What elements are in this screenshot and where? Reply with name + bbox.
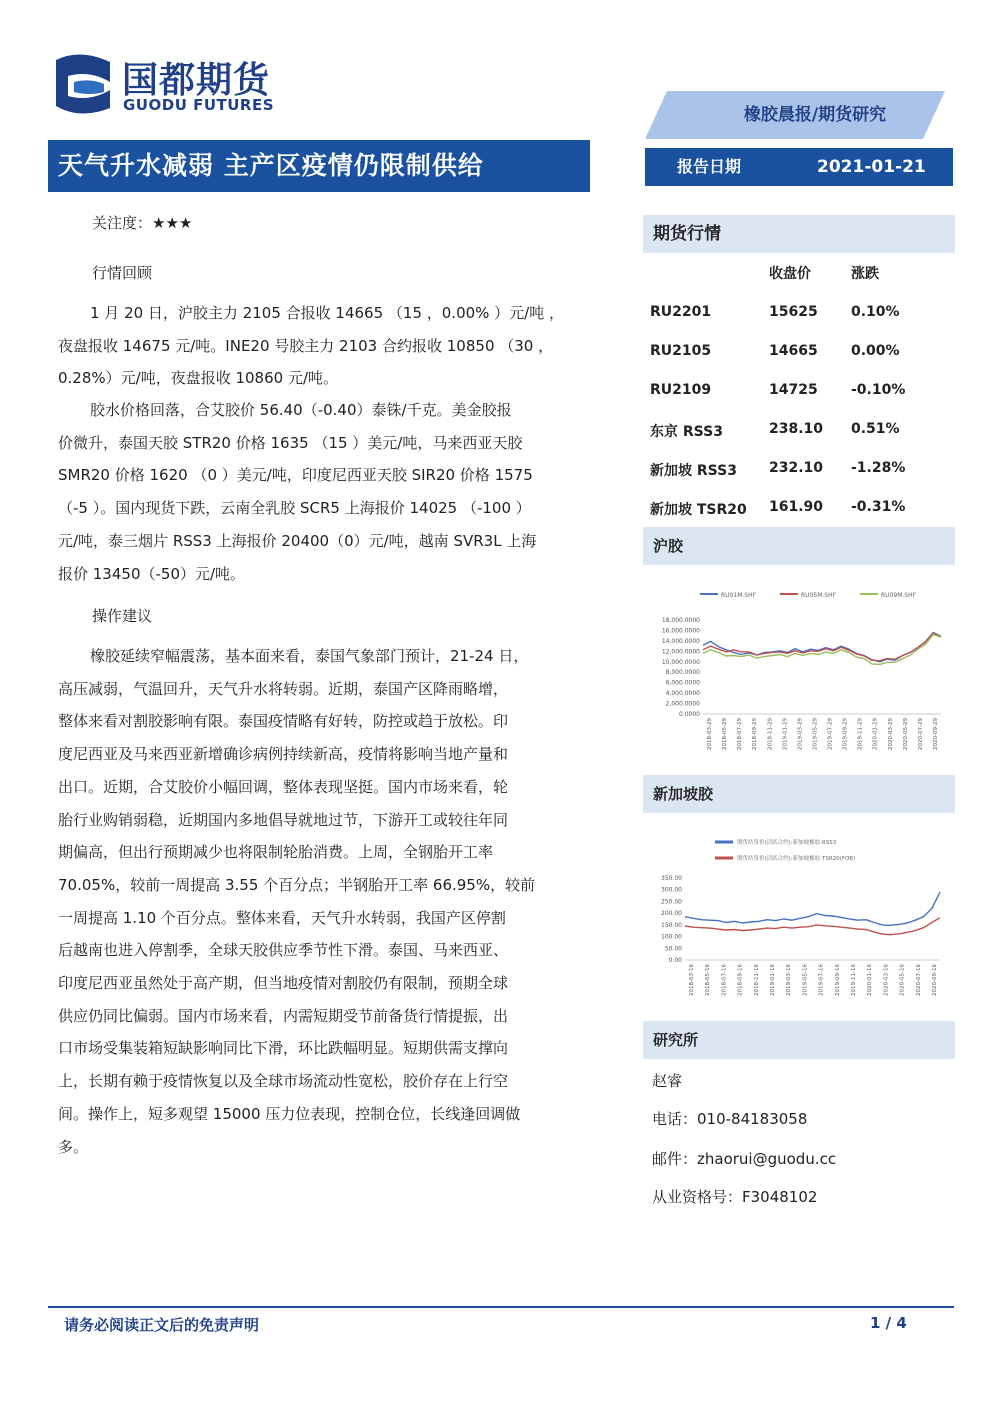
close-price: 14725 [769, 382, 818, 398]
section-heading-review: 行情回顾 [92, 264, 153, 282]
y-tick-label: 100.00 [661, 933, 682, 941]
x-tick-label: 2019-05-29 [812, 718, 819, 750]
close-price: 238.10 [769, 421, 824, 437]
col-change-header: 涨跌 [851, 266, 879, 282]
x-tick-label: 2018-07-16 [721, 964, 728, 996]
text-line: 70.05%，较前一周提高 3.55 个百分点；半钢胎开工率 66.95%，较前 [58, 875, 536, 894]
close-price: 15625 [769, 304, 818, 320]
y-tick-label: 250.00 [661, 898, 682, 906]
text-line: 夜盘报收 14675 元/吨。INE20 号胶主力 2103 合约报收 10850 （30 ， [58, 336, 554, 355]
text-line: 橡胶延续窄幅震荡，基本面来看，泰国气象部门预计，21-24 日， [90, 647, 529, 665]
x-tick-label: 2018-11-29 [767, 718, 774, 750]
x-tick-label: 2018-07-29 [737, 718, 744, 750]
chart1-panel-head: 沪胶 [643, 527, 955, 565]
x-tick-label: 2020-03-16 [883, 964, 890, 996]
y-tick-label: 0.0000 [679, 711, 700, 718]
footer-divider [48, 1306, 954, 1308]
text-line: 出口。近期，合艾胶价小幅回调，整体表现坚挺。国内市场来看，轮 [58, 777, 509, 796]
text-line: 1 月 20 日，沪胶主力 2105 合报收 14665 （15 ，0.00% ）元/吨 ， [90, 304, 564, 322]
section-heading-advice: 操作建议 [92, 607, 153, 625]
text-line: （-5 ）。国内现货下跌，云南全乳胶 SCR5 上海报价 14025 （-100 ） [58, 499, 531, 518]
y-tick-label: 6,000.0000 [665, 679, 700, 687]
change-pct: -0.10% [851, 382, 906, 398]
contract-name: 新加坡 RSS3 [650, 463, 737, 479]
x-tick-label: 2018-03-16 [689, 964, 695, 996]
x-tick-label: 2019-01-16 [770, 964, 776, 996]
legend-label: RU05M.SHF [801, 592, 837, 599]
x-tick-label: 2019-05-16 [802, 964, 809, 996]
x-tick-label: 2020-05-16 [899, 964, 906, 996]
y-tick-label: 16,000.0000 [661, 627, 700, 635]
text-line: 上，长期有赖于疫情恢复以及全球市场流动性宽松，胶价存在上行空 [58, 1072, 509, 1091]
legend-label: RU01M.SHF [721, 592, 757, 599]
x-tick-label: 2019-07-29 [827, 718, 834, 750]
x-tick-label: 2018-11-16 [753, 964, 760, 996]
contract-name: 新加坡 TSR20 [650, 502, 747, 518]
x-tick-label: 2019-07-16 [818, 964, 825, 996]
y-tick-label: 150.00 [661, 921, 682, 929]
text-line: 多。 [58, 1137, 89, 1156]
text-line: 胎行业购销弱稳，近期国内多地倡导就地过节，下游开工或较往年同 [58, 810, 509, 829]
market-table-header [650, 263, 950, 283]
report-date-value: 2021-01-21 [817, 157, 926, 177]
x-tick-label: 2018-05-16 [705, 964, 712, 996]
change-pct: -1.28% [851, 460, 906, 476]
series-line [685, 892, 940, 925]
y-tick-label: 0.00 [668, 957, 682, 964]
x-tick-label: 2020-05-29 [902, 718, 909, 750]
y-tick-label: 12,000.0000 [661, 648, 700, 656]
x-tick-label: 2019-09-29 [842, 718, 849, 750]
logo-text-en: GUODU FUTURES [123, 96, 275, 114]
company-logo [50, 50, 295, 120]
change-pct: 0.00% [851, 343, 900, 359]
analyst-license: 从业资格号：F3048102 [652, 1188, 818, 1206]
x-tick-label: 2019-11-29 [857, 718, 864, 750]
report-date-label: 报告日期 [677, 157, 742, 176]
change-pct: 0.10% [851, 304, 900, 320]
table-row [650, 343, 950, 363]
legend-label: RU09M.SHF [881, 592, 917, 599]
analyst-phone: 电话：010-84183058 [652, 1110, 808, 1128]
table-row [650, 421, 950, 441]
x-tick-label: 2020-03-29 [887, 718, 894, 750]
page-number: 1 / 4 [870, 1314, 907, 1332]
page-title: 天气升水减弱 主产区疫情仍限制供给 [58, 151, 484, 180]
text-line: 口市场受集装箱短缺影响同比下滑，环比跌幅明显。短期供需支撑向 [58, 1039, 509, 1058]
text-line: 元/吨，泰三烟片 RSS3 上海报价 20400（0）元/吨，越南 SVR3L 上海 [58, 531, 537, 550]
y-tick-label: 8,000.0000 [665, 669, 700, 677]
y-tick-label: 50.00 [664, 945, 682, 953]
title-bar [48, 140, 590, 192]
contract-name: RU2201 [650, 304, 712, 320]
paragraph-review-1 [58, 297, 578, 395]
report-type-text: 橡胶晨报/期货研究 [743, 105, 887, 125]
x-tick-label: 2020-01-16 [867, 964, 874, 996]
close-price: 161.90 [769, 499, 824, 515]
y-tick-label: 350.00 [661, 875, 682, 882]
text-line: 后越南也进入停割季，全球天胶供应季节性下滑。泰国、马来西亚、 [58, 941, 509, 960]
col-close-header: 收盘价 [769, 266, 811, 282]
x-tick-label: 2019-01-29 [782, 718, 789, 750]
x-tick-label: 2018-03-29 [707, 718, 713, 750]
text-line: 高压减弱，气温回升，天气升水将转弱。近期，泰国产区降雨略增， [58, 679, 509, 698]
text-line: 一周提高 1.10 个百分点。整体来看，天气升水转弱，我国产区停割 [58, 908, 506, 927]
contract-name: 东京 RSS3 [650, 424, 723, 440]
text-line: 供应仍同比偏弱。国内市场来看，内需短期受节前备货行情提振，出 [58, 1006, 509, 1025]
focus-rating: 关注度：★★★ [92, 214, 193, 232]
legend-label: 期货结算价(活跃合约):新加坡橡胶:TSR20(FOB) [737, 856, 856, 862]
paragraph-advice [58, 640, 578, 1163]
x-tick-label: 2018-09-29 [752, 718, 759, 750]
chart2-panel-head: 新加坡胶 [643, 775, 955, 813]
x-tick-label: 2020-09-16 [932, 964, 938, 996]
text-line: 间。操作上，短多观望 15000 压力位表现，控制仓位，长线逢回调做 [58, 1104, 521, 1123]
text-line: 胶水价格回落，合艾胶价 56.40（-0.40）泰铢/千克。美金胶报 [90, 401, 512, 419]
y-tick-label: 10,000.0000 [661, 658, 700, 666]
text-line: 报价 13450（-50）元/吨。 [58, 564, 246, 583]
contract-name: RU2109 [650, 382, 712, 398]
logo-emblem-icon [50, 52, 116, 116]
x-tick-label: 2020-01-29 [872, 718, 879, 750]
market-panel-head: 期货行情 [643, 215, 955, 253]
text-line: 度尼西亚及马来西亚新增确诊病例持续新高，疫情将影响当地产量和 [58, 745, 509, 764]
y-tick-label: 14,000.0000 [661, 637, 700, 645]
x-tick-label: 2019-03-29 [797, 718, 804, 750]
y-tick-label: 200.00 [661, 910, 682, 918]
paragraph-review-2 [58, 394, 578, 590]
text-line: SMR20 价格 1620 （0 ）美元/吨，印度尼西亚天胶 SIR20 价格 1575 [58, 466, 533, 485]
research-panel-head: 研究所 [643, 1021, 955, 1059]
text-line: 整体来看对割胶影响有限。泰国疫情略有好转，防控或趋于放松。印 [58, 712, 509, 731]
text-line: 期偏高，但出行预期减少也将限制轮胎消费。上周，全钢胎开工率 [58, 843, 494, 862]
y-tick-label: 300.00 [661, 886, 682, 894]
contract-name: RU2105 [650, 343, 712, 359]
logo-text-cn: 国都期货 [122, 60, 271, 101]
y-tick-label: 4,000.0000 [665, 690, 700, 698]
report-date-bar [645, 148, 953, 186]
report-type-banner [645, 91, 945, 139]
close-price: 14665 [769, 343, 818, 359]
x-tick-label: 2019-11-16 [851, 964, 857, 996]
x-tick-label: 2020-07-16 [915, 964, 922, 996]
change-pct: -0.31% [851, 499, 906, 515]
table-row [650, 304, 950, 324]
x-tick-label: 2019-09-16 [834, 964, 841, 996]
x-tick-label: 2018-09-16 [737, 964, 744, 996]
x-tick-label: 2020-09-29 [933, 718, 939, 750]
shfe-rubber-chart [645, 580, 950, 770]
y-tick-label: 2,000.0000 [665, 700, 700, 708]
y-tick-label: 18,000.0000 [661, 617, 700, 624]
series-line [685, 918, 940, 935]
disclaimer-note: 请务必阅读正文后的免责声明 [64, 1316, 260, 1334]
table-row [650, 460, 950, 480]
text-line: 0.28%）元/吨，夜盘报收 10860 元/吨。 [58, 369, 339, 388]
analyst-email: 邮件：zhaorui@guodu.cc [652, 1150, 837, 1168]
table-row [650, 382, 950, 402]
analyst-name: 赵睿 [652, 1072, 683, 1090]
text-line: 价微升，泰国天胶 STR20 价格 1635 （15 ）美元/吨，马来西亚天胶 [58, 433, 523, 452]
singapore-rubber-chart [645, 828, 950, 1013]
x-tick-label: 2020-07-29 [917, 718, 924, 750]
text-line: 印度尼西亚虽然处于高产期，但当地疫情对割胶仍有限制，预期全球 [58, 974, 509, 993]
x-tick-label: 2019-03-16 [786, 964, 793, 996]
change-pct: 0.51% [851, 421, 900, 437]
x-tick-label: 2018-05-29 [722, 718, 729, 750]
legend-label: 期货结算价(活跃合约):新加坡橡胶:RSS3 [737, 840, 837, 846]
table-row [650, 499, 950, 519]
close-price: 232.10 [769, 460, 824, 476]
